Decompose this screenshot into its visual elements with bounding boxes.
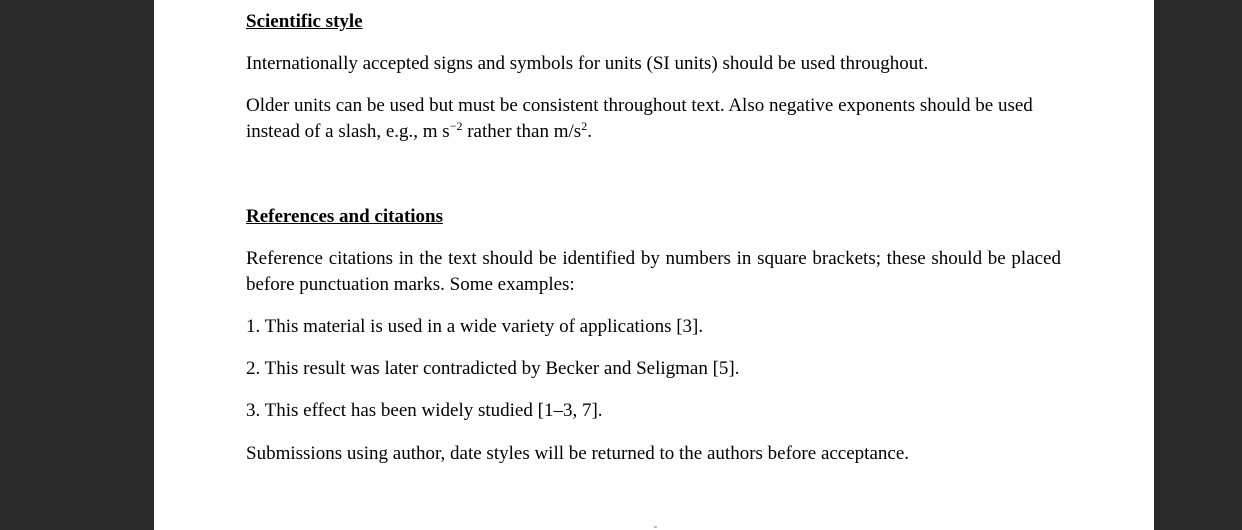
page-marker	[654, 526, 657, 528]
paragraph-submissions-note: Submissions using author, date styles will be returned to the authors before acceptance.	[246, 443, 910, 464]
exponent-two: 2	[581, 119, 588, 133]
text-segment: rather than m/s	[462, 121, 582, 142]
example-item-1: 1. This material is used in a wide variety of applications [3].	[246, 316, 704, 337]
paragraph-older-units-line2	[246, 119, 592, 145]
document-page	[154, 0, 1154, 530]
example-item-2: 2. This result was later contradicted by Becker and Seligman [5].	[246, 358, 740, 379]
text-segment: .	[587, 121, 592, 142]
exponent-minus-two: −2	[449, 119, 463, 133]
paragraph-reference-intro: Reference citations in the text should be identified by numbers in square brackets; these should be placed before punctuation marks. Some examples:	[246, 248, 1061, 295]
text-segment: instead of a slash, e.g., m s	[246, 121, 450, 142]
paragraph-si-units: Internationally accepted signs and symbols for units (SI units) should be used throughout.	[246, 53, 929, 74]
section-heading-references: References and citations	[246, 206, 444, 227]
section-heading-scientific-style: Scientific style	[246, 11, 363, 32]
example-item-3: 3. This effect has been widely studied [1–3, 7].	[246, 400, 603, 421]
paragraph-older-units-line1: Older units can be used but must be consistent throughout text. Also negative exponents should be used	[246, 95, 1033, 116]
